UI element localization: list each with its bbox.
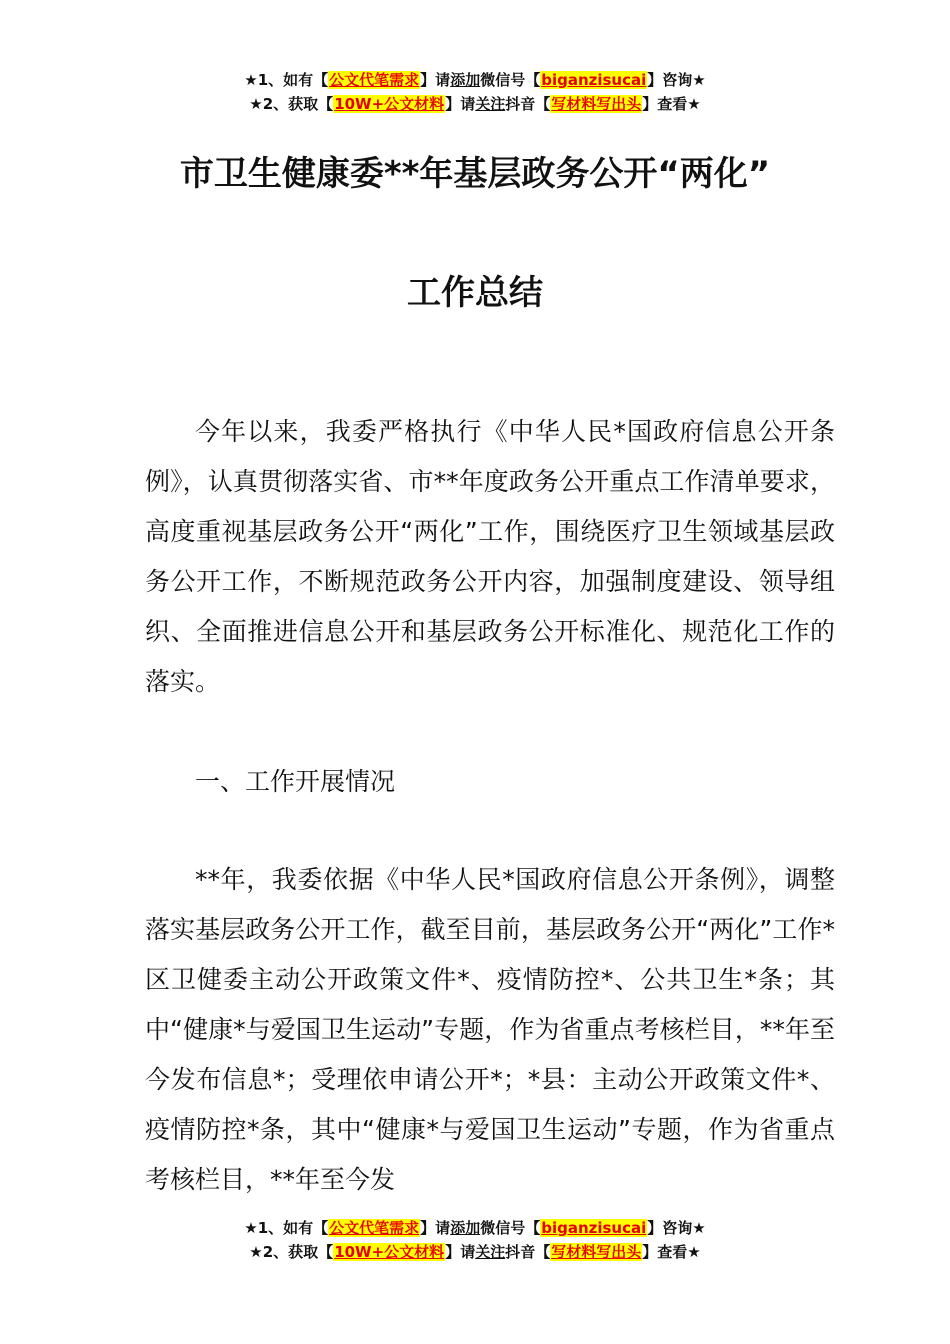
document-title-line-2: 工作总结 xyxy=(407,273,543,313)
banner-text: 】请 xyxy=(420,1219,451,1237)
banner-text: 】咨询★ xyxy=(647,71,706,89)
banner-emphasis: 添加 xyxy=(450,1219,481,1237)
section-paragraph: **年，我委依据《中华人民*国政府信息公开条例》，调整落实基层政务公开工作，截至目前，基层政务公开“两化”工作*区卫健委主动公开政策文件*、疫情防控*、公共卫生*条；其中“健康*与爱国卫生运动”专题，作为省重点考核栏目，**年至今发布信息*；受理依申请公开*；*县：主动公开政策文件*、疫情防控*条，其中“健康*与爱国卫生运动”专题，作为省重点考核栏目，**年至今发 xyxy=(145,865,835,1194)
highlight-service: 公文代笔需求 xyxy=(329,71,420,89)
banner-emphasis: 添加 xyxy=(450,71,481,89)
highlight-wechat-id: biganzisucai xyxy=(541,71,647,89)
intro-paragraph: 今年以来，我委严格执行《中华人民*国政府信息公开条例》，认真贯彻落实省、市**年度政务公开重点工作清单要求，高度重视基层政务公开“两化”工作，围绕医疗卫生领域基层政务公开工作，不断规范政务公开内容，加强制度建设、领导组织、全面推进信息公开和基层政务公开标准化、规范化工作的落实。 xyxy=(145,417,835,696)
section-heading: 一、工作开展情况 xyxy=(195,767,396,796)
banner-line-2 xyxy=(0,1240,950,1264)
highlight-service: 公文代笔需求 xyxy=(329,1219,420,1237)
banner-text: 】查看★ xyxy=(642,1243,701,1261)
highlight-materials: 10W+公文材料 xyxy=(334,1243,445,1261)
banner-text: 微信号【 xyxy=(480,71,541,89)
document-title: 市卫生健康委**年基层政务公开“两化” xyxy=(179,154,771,194)
banner-text: 】请 xyxy=(445,95,476,113)
banner-text: ★1、如有【 xyxy=(244,71,329,89)
banner-text: 微信号【 xyxy=(480,1219,541,1237)
banner-emphasis: 关注 xyxy=(475,95,506,113)
banner-emphasis: 关注 xyxy=(475,1243,506,1261)
banner-line-1 xyxy=(0,68,950,92)
banner-text: 抖音【 xyxy=(505,95,551,113)
banner-text: 】请 xyxy=(420,71,451,89)
banner-text: ★2、获取【 xyxy=(249,1243,334,1261)
banner-text: ★2、获取【 xyxy=(249,95,334,113)
banner-text: 】咨询★ xyxy=(647,1219,706,1237)
banner-line-1 xyxy=(0,1216,950,1240)
header-banner xyxy=(0,68,950,116)
highlight-materials: 10W+公文材料 xyxy=(334,95,445,113)
footer-banner xyxy=(0,1216,950,1264)
banner-text: 】查看★ xyxy=(642,95,701,113)
highlight-douyin-account: 写材料写出头 xyxy=(551,95,642,113)
highlight-wechat-id: biganzisucai xyxy=(541,1219,647,1237)
banner-line-2 xyxy=(0,92,950,116)
banner-text: 抖音【 xyxy=(505,1243,551,1261)
banner-text: ★1、如有【 xyxy=(244,1219,329,1237)
highlight-douyin-account: 写材料写出头 xyxy=(551,1243,642,1261)
banner-text: 】请 xyxy=(445,1243,476,1261)
